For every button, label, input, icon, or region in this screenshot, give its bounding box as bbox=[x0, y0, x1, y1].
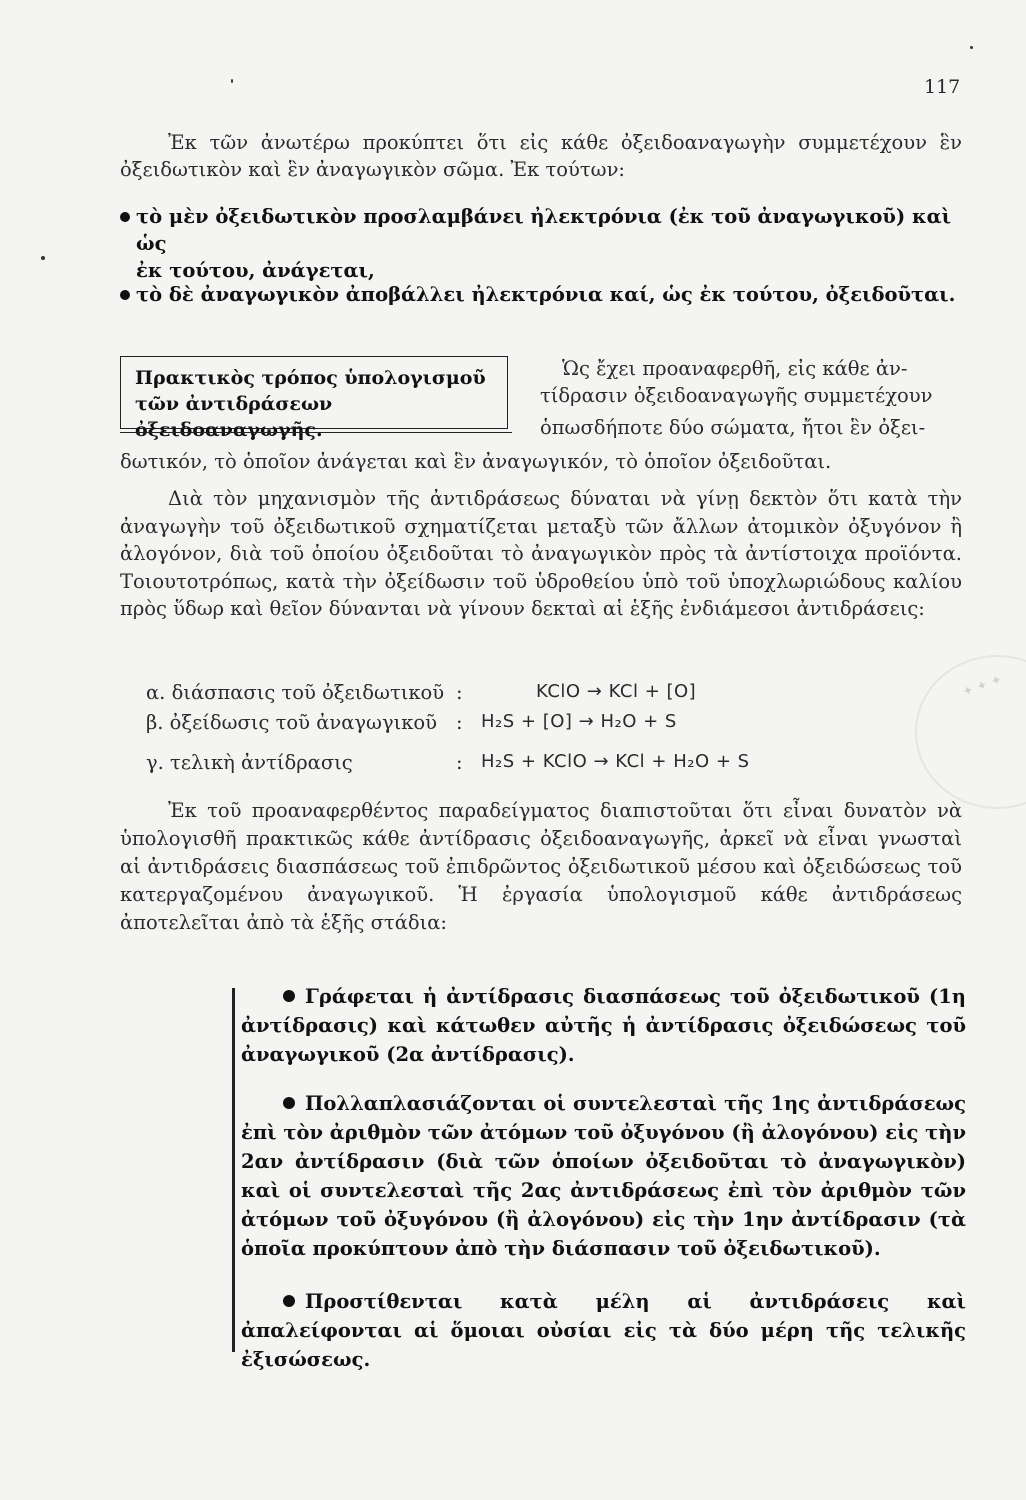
steps-margin-rule bbox=[232, 988, 235, 1352]
reaction-equation: KClO → KCl + [O] bbox=[536, 681, 697, 702]
side-paragraph-line-1: Ὡς ἔχει προαναφερθῆ, εἰς κάθε ἀν- bbox=[562, 357, 908, 380]
scan-speck bbox=[970, 46, 973, 49]
bullet-item-reductant bbox=[120, 281, 962, 308]
step-text: Προστίθενται κατὰ μέλη αἱ ἀντιδράσεις καὶ ἀπαλείφονται αἱ ὅμοιαι οὐσίαι εἰς τὰ δύο μέρη τῆς τελικῆς ἐξισώσεως. bbox=[241, 1290, 966, 1371]
heading-underline bbox=[120, 432, 512, 433]
reaction-colon: : bbox=[456, 711, 463, 734]
step-text: Γράφεται ἡ ἀντίδρασις διασπάσεως τοῦ ὀξειδωτικοῦ (1η ἀντίδρασις) καὶ κάτωθεν αὐτῆς ἡ ἀντίδρασις ὀξειδώσεως τοῦ ἀναγωγικοῦ (2α ἀντίδρασις). bbox=[241, 985, 966, 1066]
section-heading-line-2: τῶν ἀντιδράσεων ὀξειδοαναγωγῆς. bbox=[135, 393, 333, 441]
reaction-row-oxidation bbox=[146, 711, 966, 741]
mechanism-paragraph: Διὰ τὸν μηχανισμὸν τῆς ἀντιδράσεως δύναται νὰ γίνῃ δεκτὸν ὅτι κατὰ τὴν ἀναγωγὴν τοῦ ὀξειδωτικοῦ σχηματίζεται μεταξὺ τῶν ἄλλων ἀτομικὸν ὀξυγόνον ἢ ἀλογόνον, διὰ τοῦ ὁποίου ὀξειδοῦται τὸ ἀναγωγικὸν πρὸς τὰ ἀντίστοιχα προϊόντα. Τοιουτοτρόπως, κατὰ τὴν ὀξείδωσιν τοῦ ὑδροθείου ὑπὸ τοῦ ὑποχλωριώδους καλίου πρὸς ὕδωρ καὶ θεῖον δύνανται νὰ γίνουν δεκταὶ αἱ ἑξῆς ἐνδιάμεσοι ἀντιδράσεις: bbox=[120, 487, 962, 620]
conclusion-paragraph: Ἐκ τοῦ προαναφερθέντος παραδείγματος διαπιστοῦται ὅτι εἶναι δυνατὸν νὰ ὑπολογισθῆ πρακτικῶς κάθε ἀντίδρασις ὀξειδοαναγωγῆς, ἀρκεῖ νὰ εἶναι γνωσταὶ αἱ ἀντιδράσεις διασπάσεως τοῦ ἐπιδρῶντος ὀξειδωτικοῦ μέσου καὶ ὀξειδώσεως τοῦ κατεργαζομένου ἀναγωγικοῦ. Ἡ ἐργασία ὑπολογισμοῦ κάθε ἀντιδράσεως ἀποτελεῖται ἀπὸ τὰ ἑξῆς στάδια: bbox=[120, 799, 962, 934]
side-paragraph-line-3: ὁπωσδήποτε δύο σώματα, ἤτοι ἓν ὀξει- bbox=[540, 416, 926, 439]
step-bullet-icon bbox=[283, 1295, 295, 1307]
step-item-1 bbox=[241, 982, 966, 1069]
bullet-line-1: τὸ μὲν ὀξειδωτικὸν προσλαμβάνει ἠλεκτρόνια (ἐκ τοῦ ἀναγωγικοῦ) καὶ ὡς bbox=[136, 205, 952, 255]
reaction-row-overall bbox=[146, 751, 966, 781]
scan-speck bbox=[231, 79, 233, 83]
reaction-equation: H₂S + [O] → H₂O + S bbox=[481, 711, 677, 732]
reaction-row-decomposition bbox=[146, 681, 966, 711]
step-bullet-icon bbox=[283, 1097, 295, 1109]
reaction-colon: : bbox=[456, 681, 463, 704]
step-item-2 bbox=[241, 1089, 966, 1263]
step-bullet-icon bbox=[283, 990, 295, 1002]
faded-library-stamp bbox=[915, 655, 1026, 809]
section-heading-line-1: Πρακτικὸς τρόπος ὑπολογισμοῦ bbox=[135, 367, 486, 389]
side-paragraph-continuation: δωτικόν, τὸ ὁποῖον ἀνάγεται καὶ ἓν ἀναγωγικόν, τὸ ὁποῖον ὀξειδοῦται. bbox=[120, 450, 832, 473]
reaction-label: β. ὀξείδωσις τοῦ ἀναγωγικοῦ bbox=[146, 711, 438, 734]
reaction-label: γ. τελικὴ ἀντίδρασις bbox=[146, 751, 353, 774]
bullet-dot-icon bbox=[120, 290, 130, 300]
reaction-label: α. διάσπασις τοῦ ὀξειδωτικοῦ bbox=[146, 681, 445, 704]
page-number: 117 bbox=[924, 76, 961, 98]
bullet-line-2: ἐκ τούτου, ἀνάγεται, bbox=[136, 259, 375, 282]
bullet-item-oxidant bbox=[120, 203, 962, 284]
reaction-colon: : bbox=[456, 751, 463, 774]
stamp-mark: ✦ ✦ ✦ bbox=[960, 672, 1005, 701]
section-heading-box bbox=[120, 356, 508, 441]
step-item-3 bbox=[241, 1287, 966, 1374]
bullet-dot-icon bbox=[120, 212, 130, 222]
scan-speck bbox=[41, 256, 45, 260]
step-text: Πολλαπλασιάζονται οἱ συντελεσταὶ τῆς 1ης ἀντιδράσεως ἐπὶ τὸν ἀριθμὸν τῶν ἀτόμων τοῦ ὀξυγόνου (ἢ ἀλογόνου) εἰς τὴν 2αν ἀντίδρασιν (διὰ τῶν ὁποίων ὀξειδοῦται τὸ ἀναγωγικὸν) καὶ οἱ συντελεσταὶ τῆς 2ας ἀντιδράσεως ἐπὶ τὸν ἀριθμὸν τῶν ἀτόμων τοῦ ὀξυγόνου (ἢ ἀλογόνου) εἰς τὴν 1ην ἀντίδρασιν (τὰ ὁποῖα προκύπτουν ἀπὸ τὴν διάσπασιν τοῦ ὀξειδωτικοῦ). bbox=[241, 1092, 966, 1260]
bullet-line-1: τὸ δὲ ἀναγωγικὸν ἀποβάλλει ἠλεκτρόνια καί, ὡς ἐκ τούτου, ὀξειδοῦται. bbox=[136, 283, 956, 306]
reaction-equation: H₂S + KClO → KCl + H₂O + S bbox=[481, 751, 750, 772]
intro-paragraph: Ἐκ τῶν ἀνωτέρω προκύπτει ὅτι εἰς κάθε ὀξειδοαναγωγὴν συμμετέχουν ἓν ὀξειδωτικὸν καὶ ἓν ἀναγωγικὸν σῶμα. Ἐκ τούτων: bbox=[120, 131, 962, 181]
side-paragraph-line-2: τίδρασιν ὀξειδοαναγωγῆς συμμετέχουν bbox=[540, 384, 933, 407]
